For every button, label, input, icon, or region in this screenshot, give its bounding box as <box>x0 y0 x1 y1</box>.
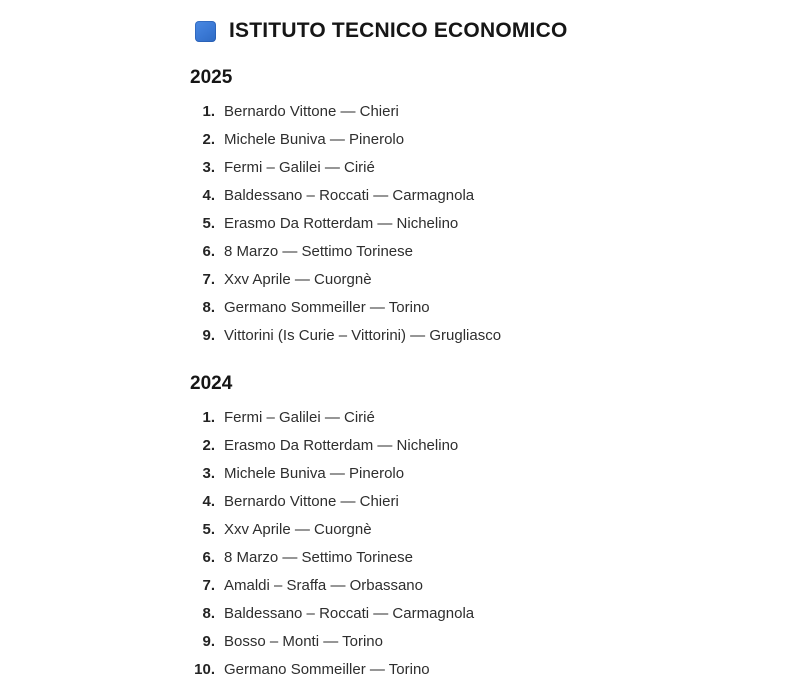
list-item <box>190 460 800 488</box>
list-item-number: 5. <box>202 521 215 538</box>
page-title: ISTITUTO TECNICO ECONOMICO <box>229 19 568 42</box>
list-item-text: Erasmo Da Rotterdam — Nichelino <box>224 437 459 454</box>
list-item-number: 2. <box>202 437 215 454</box>
list-item-number: 2. <box>202 131 215 148</box>
list-item <box>190 238 800 266</box>
list-item <box>190 126 800 154</box>
list-item-number: 8. <box>202 605 215 622</box>
list-item-number: 6. <box>202 243 215 260</box>
list-item-text: Baldessano – Roccati — Carmagnola <box>224 187 475 204</box>
list-item <box>190 404 800 432</box>
list-item-number: 4. <box>202 493 215 510</box>
list-item <box>190 98 800 126</box>
list-item <box>190 628 800 656</box>
list-item <box>190 572 800 600</box>
list-item-text: 8 Marzo — Settimo Torinese <box>224 549 413 566</box>
list-item-number: 1. <box>202 103 215 120</box>
list-item-number: 9. <box>202 327 215 344</box>
list-item <box>190 210 800 238</box>
list-item-text: Bernardo Vittone — Chieri <box>224 493 399 510</box>
list-item-number: 9. <box>202 633 215 650</box>
list-item-number: 7. <box>202 577 215 594</box>
list-item <box>190 154 800 182</box>
list-item <box>190 294 800 322</box>
list-item-text: Germano Sommeiller — Torino <box>224 299 430 316</box>
list-item <box>190 182 800 210</box>
list-item-text: Xxv Aprile — Cuorgnè <box>224 521 372 538</box>
list-item-text: Fermi – Galilei — Cirié <box>224 409 375 426</box>
list-item <box>190 516 800 544</box>
list-item-text: 8 Marzo — Settimo Torinese <box>224 243 413 260</box>
blue-square-icon <box>195 21 216 42</box>
list-item <box>190 432 800 460</box>
list-item <box>190 322 800 350</box>
school-list-2025 <box>190 98 800 350</box>
page-header <box>195 19 800 43</box>
list-item-text: Fermi – Galilei — Cirié <box>224 159 375 176</box>
school-list-2024 <box>190 404 800 684</box>
list-item-number: 6. <box>202 549 215 566</box>
list-item <box>190 600 800 628</box>
list-item-text: Vittorini (Is Curie – Vittorini) — Grugliasco <box>224 327 502 344</box>
list-item-number: 7. <box>202 271 215 288</box>
list-item-text: Erasmo Da Rotterdam — Nichelino <box>224 215 459 232</box>
list-item-text: Xxv Aprile — Cuorgnè <box>224 271 372 288</box>
list-item-number: 8. <box>202 299 215 316</box>
list-item <box>190 656 800 684</box>
list-item-text: Germano Sommeiller — Torino <box>224 661 430 678</box>
list-item-text: Baldessano – Roccati — Carmagnola <box>224 605 475 622</box>
section-heading-2025: 2025 <box>190 67 233 88</box>
list-item-text: Michele Buniva — Pinerolo <box>224 465 405 482</box>
list-item-number: 5. <box>202 215 215 232</box>
list-item-text: Bosso – Monti — Torino <box>224 633 383 650</box>
list-item-text: Michele Buniva — Pinerolo <box>224 131 405 148</box>
list-item-text: Amaldi – Sraffa — Orbassano <box>224 577 423 594</box>
list-item-number: 3. <box>202 159 215 176</box>
section-heading-2024: 2024 <box>190 373 233 394</box>
list-item-number: 1. <box>202 409 215 426</box>
list-item <box>190 266 800 294</box>
list-item <box>190 488 800 516</box>
list-item-number: 4. <box>202 187 215 204</box>
list-item-number: 3. <box>202 465 215 482</box>
list-item-number: 10. <box>194 661 215 678</box>
list-item <box>190 544 800 572</box>
list-item-text: Bernardo Vittone — Chieri <box>224 103 399 120</box>
